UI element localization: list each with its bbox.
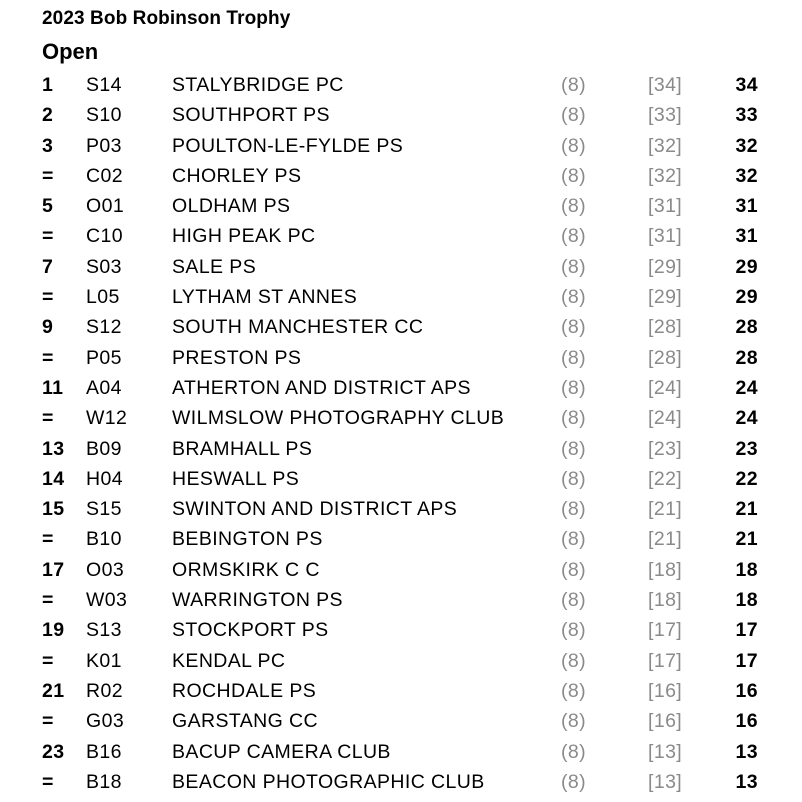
bracket-score-cell: [13] xyxy=(648,740,683,763)
total-score-cell: 33 xyxy=(735,104,758,127)
bracket-score-cell: [22] xyxy=(648,467,683,490)
table-row xyxy=(0,252,802,282)
position-cell: = xyxy=(42,528,54,551)
table-row xyxy=(0,737,802,767)
total-score-cell: 17 xyxy=(735,649,758,672)
table-row xyxy=(0,676,802,706)
total-score-cell: 18 xyxy=(735,558,758,581)
bracket-score-cell: [24] xyxy=(648,376,683,399)
total-score-cell: 17 xyxy=(735,619,758,642)
entries-count-cell: (8) xyxy=(561,740,587,763)
club-code-cell: K01 xyxy=(86,649,122,672)
club-code-cell: C02 xyxy=(86,164,123,187)
total-score-cell: 32 xyxy=(735,134,758,157)
bracket-score-cell: [21] xyxy=(648,528,683,551)
total-score-cell: 21 xyxy=(735,528,758,551)
bracket-score-cell: [32] xyxy=(648,164,683,187)
total-score-cell: 23 xyxy=(735,437,758,460)
total-score-cell: 24 xyxy=(735,376,758,399)
position-cell: = xyxy=(42,286,54,309)
club-code-cell: S10 xyxy=(86,104,122,127)
position-cell: = xyxy=(42,225,54,248)
club-code-cell: S14 xyxy=(86,74,122,96)
position-cell: = xyxy=(42,649,54,672)
entries-count-cell: (8) xyxy=(561,558,587,581)
bracket-score-cell: [16] xyxy=(648,710,683,733)
total-score-cell: 28 xyxy=(735,316,758,339)
entries-count-cell: (8) xyxy=(561,467,587,490)
table-row xyxy=(0,131,802,161)
position-cell: 15 xyxy=(42,498,65,521)
position-cell: 11 xyxy=(42,376,64,399)
position-cell: 3 xyxy=(42,134,54,157)
position-cell: = xyxy=(42,710,54,733)
bracket-score-cell: [13] xyxy=(648,770,683,793)
position-cell: = xyxy=(42,164,54,187)
club-code-cell: A04 xyxy=(86,376,122,399)
club-code-cell: B10 xyxy=(86,528,122,551)
position-cell: 13 xyxy=(42,437,65,460)
club-name-cell: HIGH PEAK PC xyxy=(172,225,316,248)
club-code-cell: B18 xyxy=(86,770,122,793)
club-code-cell: B09 xyxy=(86,437,122,460)
bracket-score-cell: [17] xyxy=(648,649,683,672)
bracket-score-cell: [28] xyxy=(648,346,683,369)
table-row xyxy=(0,191,802,221)
club-code-cell: S13 xyxy=(86,619,122,642)
total-score-cell: 18 xyxy=(735,589,758,612)
club-code-cell: S15 xyxy=(86,498,122,521)
position-cell: 23 xyxy=(42,740,65,763)
position-cell: 7 xyxy=(42,255,54,278)
club-name-cell: WARRINGTON PS xyxy=(172,589,343,612)
total-score-cell: 13 xyxy=(735,740,758,763)
entries-count-cell: (8) xyxy=(561,316,587,339)
bracket-score-cell: [31] xyxy=(648,195,683,218)
total-score-cell: 28 xyxy=(735,346,758,369)
club-name-cell: OLDHAM PS xyxy=(172,195,291,218)
club-name-cell: PRESTON PS xyxy=(172,346,302,369)
position-cell: 9 xyxy=(42,316,54,339)
total-score-cell: 13 xyxy=(735,770,758,793)
position-cell: 19 xyxy=(42,619,65,642)
club-name-cell: STALYBRIDGE PC xyxy=(172,74,344,96)
table-row xyxy=(0,312,802,342)
table-row xyxy=(0,767,802,797)
entries-count-cell: (8) xyxy=(561,770,587,793)
entries-count-cell: (8) xyxy=(561,498,587,521)
entries-count-cell: (8) xyxy=(561,407,587,430)
table-row xyxy=(0,615,802,645)
club-code-cell: B16 xyxy=(86,740,122,763)
club-code-cell: R02 xyxy=(86,679,123,702)
entries-count-cell: (8) xyxy=(561,649,587,672)
position-cell: 1 xyxy=(42,74,54,96)
total-score-cell: 31 xyxy=(735,225,758,248)
club-code-cell: P03 xyxy=(86,134,122,157)
club-name-cell: HESWALL PS xyxy=(172,467,300,490)
table-row xyxy=(0,434,802,464)
bracket-score-cell: [29] xyxy=(648,286,683,309)
results-table xyxy=(0,70,802,797)
total-score-cell: 16 xyxy=(735,710,758,733)
table-row xyxy=(0,343,802,373)
bracket-score-cell: [24] xyxy=(648,407,683,430)
entries-count-cell: (8) xyxy=(561,346,587,369)
total-score-cell: 31 xyxy=(735,195,758,218)
entries-count-cell: (8) xyxy=(561,528,587,551)
section-heading: Open xyxy=(42,39,99,64)
table-row xyxy=(0,161,802,191)
club-name-cell: POULTON-LE-FYLDE PS xyxy=(172,134,404,157)
club-name-cell: ROCHDALE PS xyxy=(172,679,317,702)
club-code-cell: G03 xyxy=(86,710,125,733)
club-code-cell: P05 xyxy=(86,346,122,369)
club-name-cell: WILMSLOW PHOTOGRAPHY CLUB xyxy=(172,407,505,430)
bracket-score-cell: [18] xyxy=(648,589,683,612)
position-cell: = xyxy=(42,770,54,793)
club-name-cell: BRAMHALL PS xyxy=(172,437,313,460)
club-code-cell: O01 xyxy=(86,195,125,218)
club-name-cell: CHORLEY PS xyxy=(172,164,302,187)
table-row xyxy=(0,524,802,554)
entries-count-cell: (8) xyxy=(561,437,587,460)
club-name-cell: SOUTH MANCHESTER CC xyxy=(172,316,424,339)
club-name-cell: SOUTHPORT PS xyxy=(172,104,330,127)
total-score-cell: 16 xyxy=(735,679,758,702)
table-row xyxy=(0,221,802,251)
club-code-cell: S12 xyxy=(86,316,122,339)
total-score-cell: 22 xyxy=(735,467,758,490)
total-score-cell: 29 xyxy=(735,255,758,278)
entries-count-cell: (8) xyxy=(561,164,587,187)
bracket-score-cell: [33] xyxy=(648,104,683,127)
club-code-cell: O03 xyxy=(86,558,125,581)
club-name-cell: STOCKPORT PS xyxy=(172,619,329,642)
entries-count-cell: (8) xyxy=(561,74,587,96)
club-name-cell: GARSTANG CC xyxy=(172,710,318,733)
club-name-cell: ATHERTON AND DISTRICT APS xyxy=(172,376,471,399)
total-score-cell: 21 xyxy=(735,498,758,521)
bracket-score-cell: [17] xyxy=(648,619,683,642)
page-title: 2023 Bob Robinson Trophy xyxy=(42,8,291,29)
bracket-score-cell: [16] xyxy=(648,679,683,702)
club-name-cell: LYTHAM ST ANNES xyxy=(172,286,358,309)
entries-count-cell: (8) xyxy=(561,225,587,248)
total-score-cell: 24 xyxy=(735,407,758,430)
entries-count-cell: (8) xyxy=(561,376,587,399)
bracket-score-cell: [28] xyxy=(648,316,683,339)
bracket-score-cell: [29] xyxy=(648,255,683,278)
club-code-cell: W12 xyxy=(86,407,128,430)
club-code-cell: L05 xyxy=(86,286,120,309)
club-name-cell: BEBINGTON PS xyxy=(172,528,323,551)
table-row xyxy=(0,403,802,433)
table-row xyxy=(0,494,802,524)
club-code-cell: S03 xyxy=(86,255,122,278)
bracket-score-cell: [21] xyxy=(648,498,683,521)
entries-count-cell: (8) xyxy=(561,710,587,733)
table-row xyxy=(0,282,802,312)
table-row xyxy=(0,373,802,403)
position-cell: = xyxy=(42,407,54,430)
club-name-cell: KENDAL PC xyxy=(172,649,286,672)
club-name-cell: ORMSKIRK C C xyxy=(172,558,320,581)
club-code-cell: H04 xyxy=(86,467,123,490)
total-score-cell: 34 xyxy=(735,74,758,96)
bracket-score-cell: [32] xyxy=(648,134,683,157)
total-score-cell: 29 xyxy=(735,286,758,309)
table-row xyxy=(0,464,802,494)
table-row xyxy=(0,706,802,736)
entries-count-cell: (8) xyxy=(561,619,587,642)
entries-count-cell: (8) xyxy=(561,286,587,309)
position-cell: 2 xyxy=(42,104,54,127)
table-row xyxy=(0,555,802,585)
bracket-score-cell: [34] xyxy=(648,74,683,96)
position-cell: 14 xyxy=(42,467,65,490)
entries-count-cell: (8) xyxy=(561,104,587,127)
entries-count-cell: (8) xyxy=(561,134,587,157)
entries-count-cell: (8) xyxy=(561,255,587,278)
club-name-cell: BEACON PHOTOGRAPHIC CLUB xyxy=(172,770,485,793)
club-name-cell: BACUP CAMERA CLUB xyxy=(172,740,391,763)
table-row xyxy=(0,646,802,676)
club-code-cell: W03 xyxy=(86,589,128,612)
position-cell: = xyxy=(42,589,54,612)
bracket-score-cell: [23] xyxy=(648,437,683,460)
position-cell: 17 xyxy=(42,558,65,581)
entries-count-cell: (8) xyxy=(561,679,587,702)
position-cell: 5 xyxy=(42,195,54,218)
table-row xyxy=(0,585,802,615)
club-name-cell: SALE PS xyxy=(172,255,257,278)
entries-count-cell: (8) xyxy=(561,589,587,612)
table-row xyxy=(0,100,802,130)
position-cell: 21 xyxy=(42,679,65,702)
entries-count-cell: (8) xyxy=(561,195,587,218)
club-name-cell: SWINTON AND DISTRICT APS xyxy=(172,498,458,521)
total-score-cell: 32 xyxy=(735,164,758,187)
table-row xyxy=(0,70,802,100)
position-cell: = xyxy=(42,346,54,369)
bracket-score-cell: [18] xyxy=(648,558,683,581)
bracket-score-cell: [31] xyxy=(648,225,683,248)
club-code-cell: C10 xyxy=(86,225,123,248)
